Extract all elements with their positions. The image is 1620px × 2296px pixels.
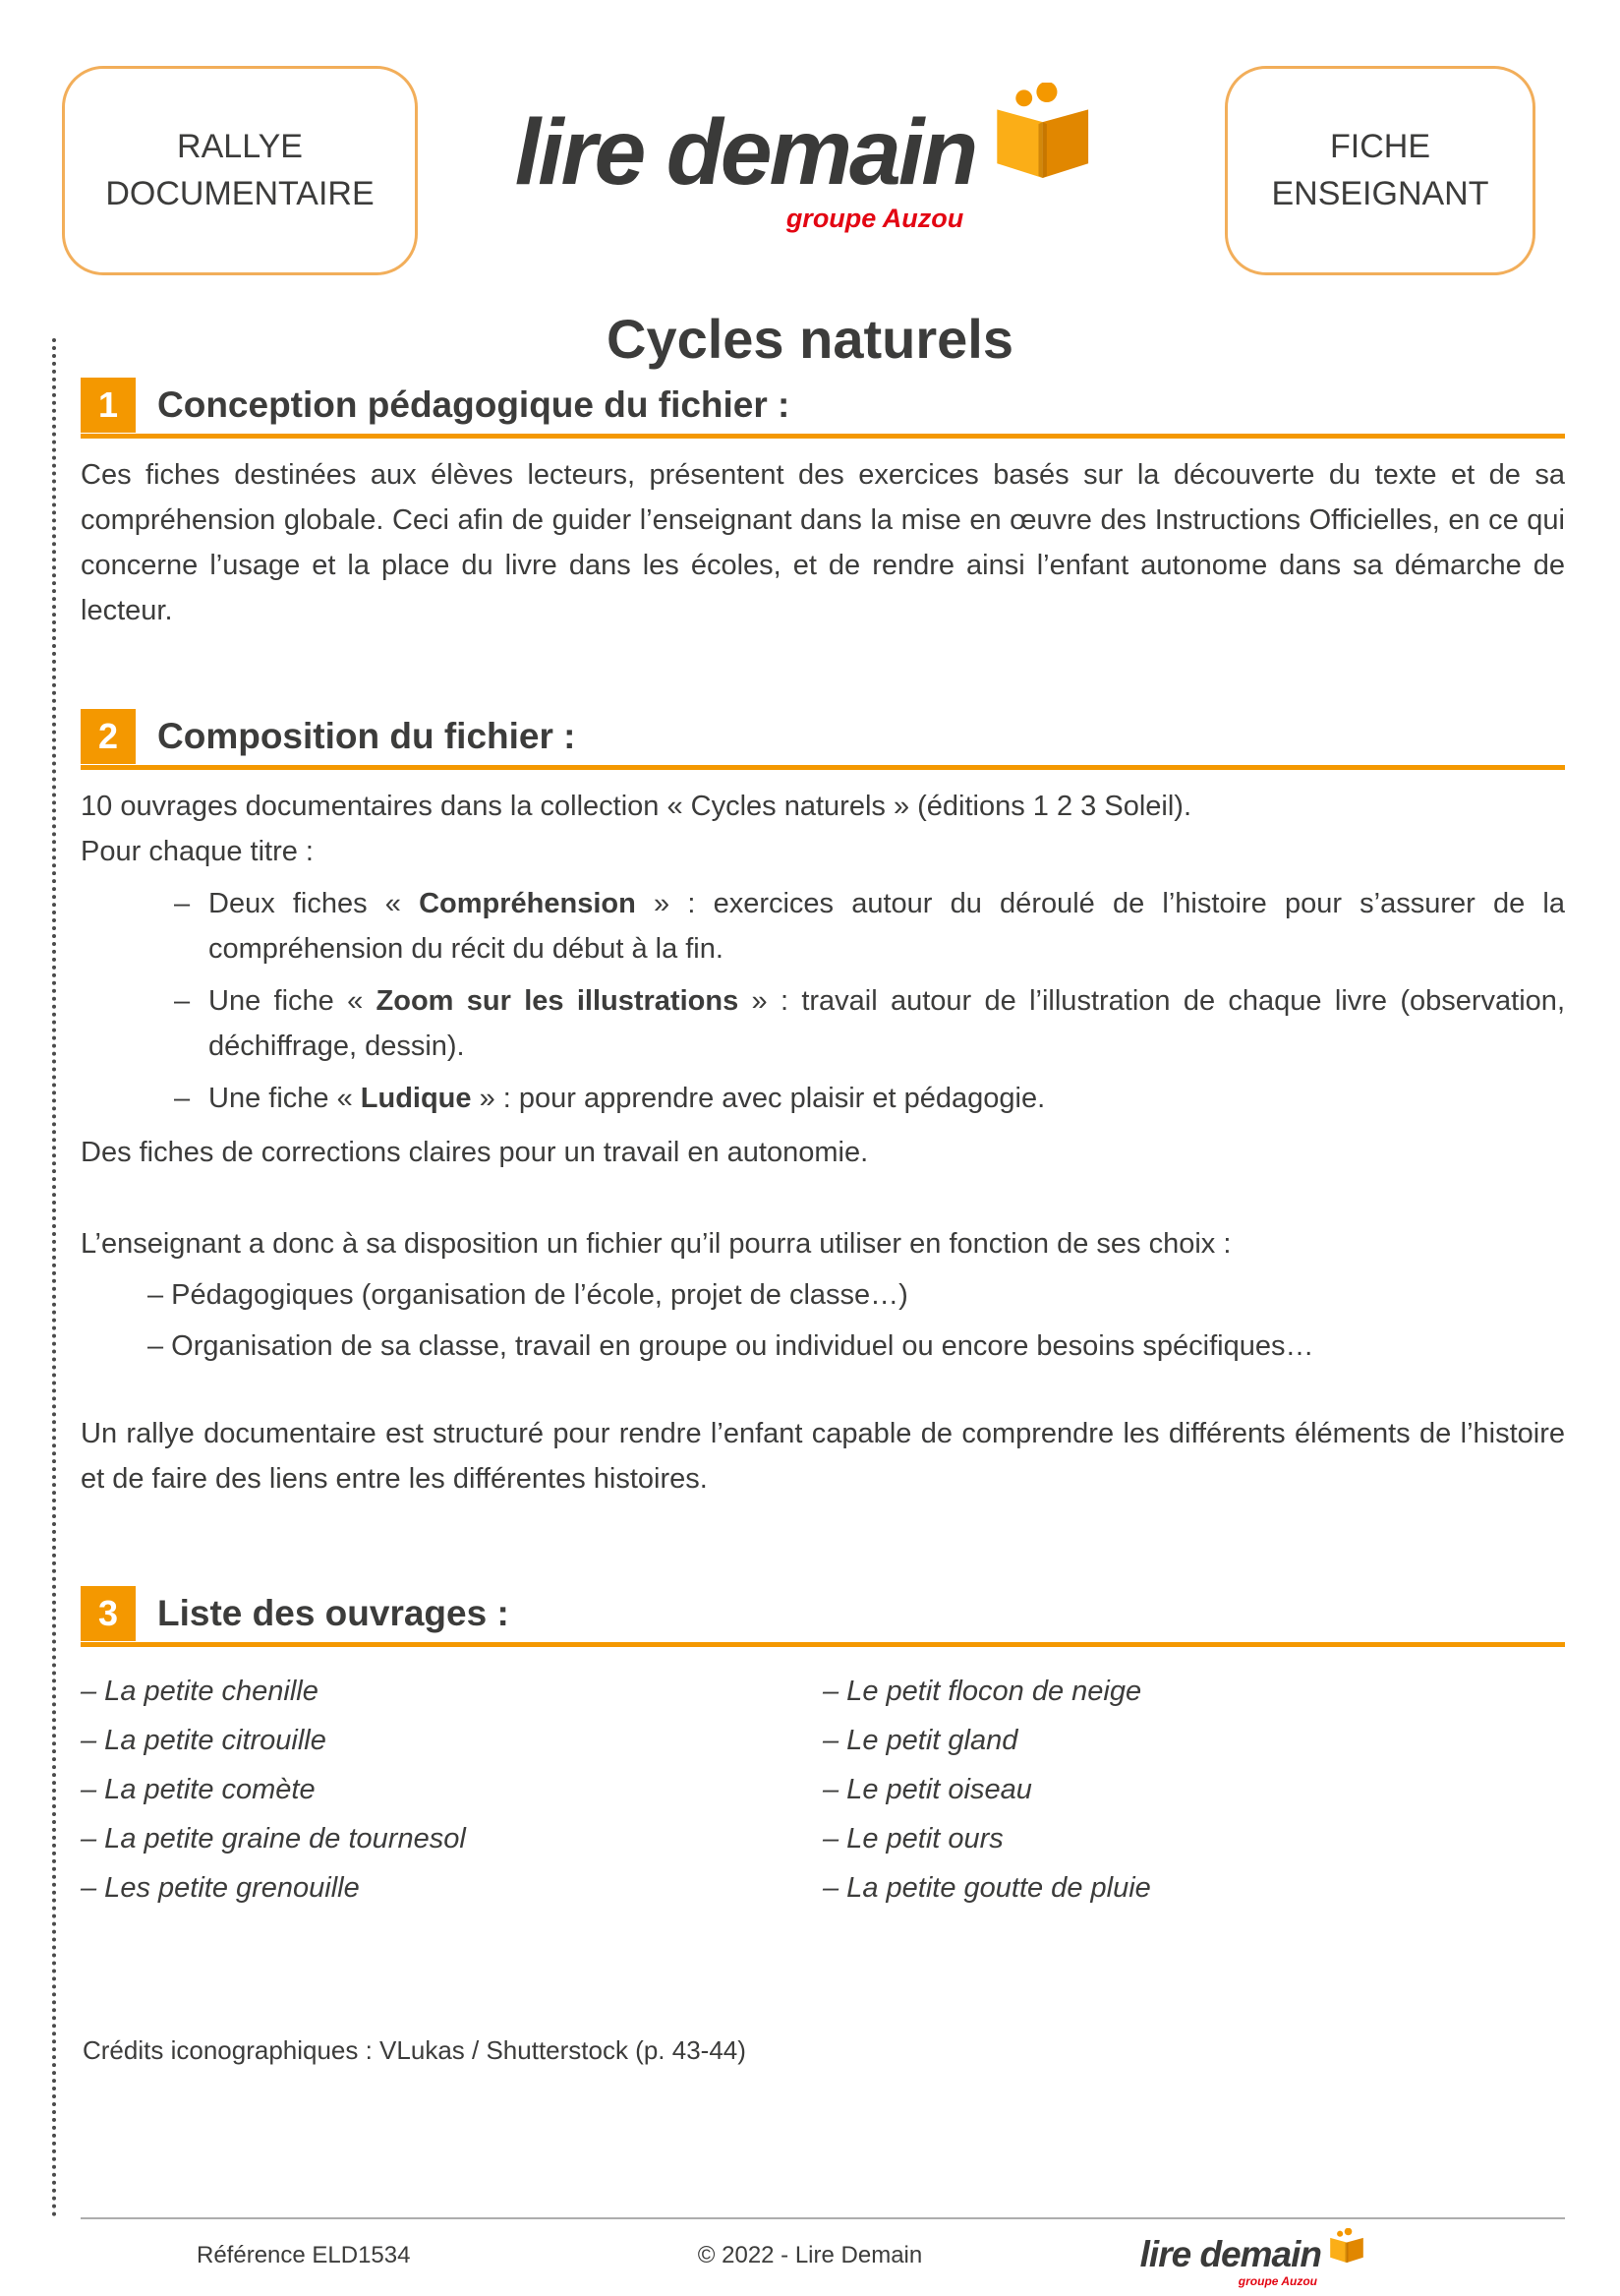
list-item-dash: – [174, 985, 191, 1017]
section-heading [81, 376, 1565, 439]
list-item-dash: – [174, 888, 191, 919]
composition-choice-item: – Pédagogiques (organisation de l’école, projet de classe…) [147, 1279, 908, 1311]
section-composition [81, 707, 1565, 1501]
composition-intro-line: Pour chaque titre : [81, 836, 314, 867]
footer-divider [81, 2217, 1565, 2219]
list-item-text-pre: Deux fiches « [208, 888, 420, 919]
brand-logo [515, 83, 1106, 234]
section-title: Composition du fichier : [157, 716, 576, 756]
book-list-item: – Le petit oiseau [823, 1774, 1032, 1805]
section-title: Conception pédagogique du fichier : [157, 384, 790, 425]
header-badge-rallye-documentaire [62, 66, 418, 275]
footer-brand-logo-name: lire demain [1139, 2234, 1321, 2274]
book-list-item: – La petite chenille [81, 1676, 318, 1707]
list-item-text-post: » : pour apprendre avec plaisir et pédagogie. [471, 1083, 1046, 1114]
composition-intro-line: 10 ouvrages documentaires dans la collection « Cycles naturels » (éditions 1 2 3 Soleil). [81, 791, 1192, 822]
footer-copyright: © 2022 - Lire Demain [697, 2242, 923, 2268]
open-book-icon [1324, 2228, 1369, 2269]
composition-choice-item: – Organisation de sa classe, travail en groupe ou individuel ou encore besoins spécifiques… [147, 1330, 1314, 1362]
book-list-left-column [81, 1667, 823, 1913]
left-dotted-border [52, 338, 56, 2218]
list-item-text-pre: Une fiche « [208, 985, 376, 1017]
list-item-dash: – [174, 1083, 191, 1114]
book-list [81, 1667, 1565, 1913]
brand-logo-name: lire demain [514, 100, 976, 205]
list-item-text-pre: Une fiche « [208, 1083, 361, 1114]
composition-corrections-line: Des fiches de corrections claires pour un travail en autonomie. [81, 1137, 869, 1168]
list-item-text-post: » : travail autour de l’illustration de chaque livre (observation, déchiffrage, dessin). [208, 985, 1565, 1062]
book-list-item: – La petite graine de tournesol [81, 1823, 466, 1854]
list-item-text [208, 1076, 1565, 1121]
list-item-text-post: » : exercices autour du déroulé de l’histoire pour s’assurer de la compréhension du récit du début à la fin. [208, 888, 1565, 965]
section-title: Liste des ouvrages : [157, 1593, 509, 1633]
composition-choice-intro: L’enseignant a donc à sa disposition un fichier qu’il pourra utiliser en fonction de ses choix : [81, 1228, 1232, 1260]
open-book-icon [979, 83, 1105, 197]
book-list-right-column [823, 1667, 1565, 1913]
book-list-item: – La petite citrouille [81, 1725, 326, 1756]
credits-line: Crédits iconographiques : VLukas / Shutterstock (p. 43-44) [83, 2035, 746, 2065]
brand-logo-subbrand: groupe Auzou [785, 204, 964, 233]
section-books [81, 1584, 1565, 1913]
list-item [81, 1076, 1565, 1121]
page-title: Cycles naturels [607, 308, 1013, 370]
list-item [81, 881, 1565, 971]
section-conception [81, 376, 1565, 633]
book-list-item: – Le petit flocon de neige [823, 1676, 1142, 1707]
book-list-item: – Le petit ours [823, 1823, 1004, 1854]
book-list-item: – Le petit gland [823, 1725, 1018, 1756]
footer-reference: Référence ELD1534 [197, 2242, 411, 2268]
list-item-text-bold: Zoom sur les illustrations [376, 985, 739, 1017]
conception-paragraph: Ces fiches destinées aux élèves lecteurs, présentent des exercices basés sur la découverte du texte et de sa compréhension globale. Ceci afin de guider l’enseignant dans la mise en œuvre des Instructions Officielles, en ce qui concerne l’usage et la place du livre dans les écoles, et de rendre ainsi l’enfant autonome dans sa démarche de lecteur. [81, 459, 1565, 626]
list-item-text [208, 881, 1565, 971]
list-item-text [208, 978, 1565, 1069]
footer-brand-logo [1140, 2228, 1369, 2288]
badge-line: FICHE [1330, 127, 1430, 165]
section-number-badge: 3 [81, 1586, 136, 1641]
section-heading [81, 1584, 1565, 1647]
badge-line: RALLYE [177, 127, 303, 165]
badge-line: ENSEIGNANT [1271, 174, 1489, 212]
footer-brand-logo-subbrand: groupe Auzou [1238, 2274, 1317, 2288]
book-list-item: – Les petite grenouille [81, 1872, 360, 1904]
composition-closing-paragraph: Un rallye documentaire est structuré pour rendre l’enfant capable de comprendre les différents éléments de l’histoire et de faire des liens entre les différentes histoires. [81, 1418, 1565, 1495]
list-item-text-bold: Compréhension [419, 888, 636, 919]
list-item-text-bold: Ludique [360, 1083, 472, 1114]
list-item [81, 978, 1565, 1069]
footer-brand-logo-text-block [1140, 2228, 1321, 2288]
footer [0, 2226, 1620, 2293]
badge-line: DOCUMENTAIRE [105, 174, 375, 212]
book-list-item: – La petite goutte de pluie [823, 1872, 1151, 1904]
section-number-badge: 1 [81, 378, 136, 433]
section-heading [81, 707, 1565, 770]
brand-logo-text-block [515, 83, 976, 234]
section-number-badge: 2 [81, 709, 136, 764]
header-badge-fiche-enseignant [1225, 66, 1535, 275]
book-list-item: – La petite comète [81, 1774, 316, 1805]
